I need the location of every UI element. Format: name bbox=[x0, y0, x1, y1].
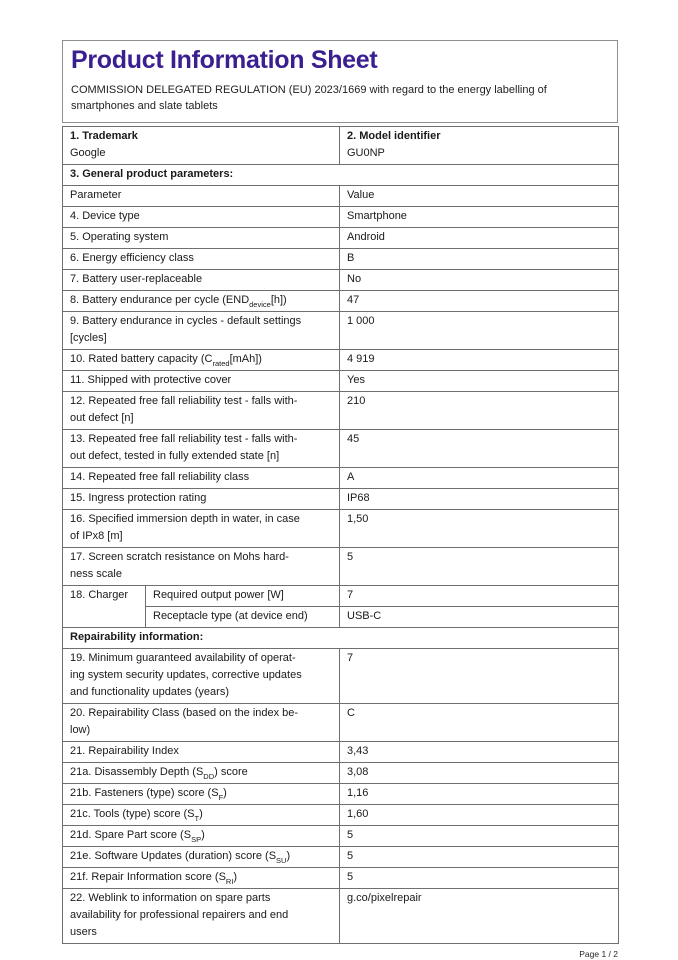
param-label-cell: 9. Battery endurance in cycles - default settings [cycles] bbox=[63, 312, 340, 350]
param-value-cell: No bbox=[340, 270, 619, 291]
section-header-cell: 3. General product parameters: bbox=[63, 165, 619, 186]
table-row bbox=[63, 186, 619, 207]
param-label-cell: 21a. Disassembly Depth $(S_{DD})$ score bbox=[63, 763, 340, 784]
param-value-cell: 47 bbox=[340, 291, 619, 312]
param-value-cell: 1,60 bbox=[340, 805, 619, 826]
param-label-cell: 10. Rated battery capacity $(C_{rated}[mAh])$ bbox=[63, 350, 340, 371]
param-label-cell: 6. Energy efficiency class bbox=[63, 249, 340, 270]
table-row bbox=[63, 826, 619, 847]
table-row bbox=[63, 371, 619, 392]
param-value-cell: A bbox=[340, 468, 619, 489]
param-value-cell: C bbox=[340, 704, 619, 742]
table-row bbox=[63, 649, 619, 704]
table-row bbox=[63, 784, 619, 805]
param-label-cell: 21d. Spare Part score $(S_{SP})$ bbox=[63, 826, 340, 847]
param-value-cell: 5 bbox=[340, 868, 619, 889]
param-value-cell: Android bbox=[340, 228, 619, 249]
param-value-cell: 7 bbox=[340, 586, 619, 607]
param-label-cell: 4. Device type bbox=[63, 207, 340, 228]
param-value-cell: 4 919 bbox=[340, 350, 619, 371]
table-row bbox=[63, 249, 619, 270]
param-label-cell: 21c. Tools (type) score $(S_T)$ bbox=[63, 805, 340, 826]
table-row bbox=[63, 847, 619, 868]
param-label-cell: Parameter bbox=[63, 186, 340, 207]
table-row bbox=[63, 430, 619, 468]
param-label-cell: 13. Repeated free fall reliability test - falls with- out defect, tested in fully extended state [n] bbox=[63, 430, 340, 468]
table-row bbox=[63, 763, 619, 784]
param-label-cell: 21f. Repair Information score $(S_{RI})$ bbox=[63, 868, 340, 889]
page-number: Page 1 / 2 bbox=[579, 949, 618, 959]
param-label-cell: 7. Battery user-replaceable bbox=[63, 270, 340, 291]
regulation-subtitle: COMMISSION DELEGATED REGULATION (EU) 2023/1669 with regard to the energy labelling of smartphones and slate tablets bbox=[71, 84, 547, 112]
param-value-cell: 7 bbox=[340, 649, 619, 704]
param-label-cell: 11. Shipped with protective cover bbox=[63, 371, 340, 392]
param-label-cell: 8. Battery endurance per cycle $(END_{device}[h])$ bbox=[63, 291, 340, 312]
header-cell-value: Google bbox=[70, 147, 106, 159]
table-row bbox=[63, 742, 619, 763]
page-title: Product Information Sheet bbox=[71, 46, 378, 74]
param-value-cell: Value bbox=[340, 186, 619, 207]
header-cell bbox=[340, 127, 619, 165]
table-row bbox=[63, 805, 619, 826]
param-value-cell: g.co/pixelrepair bbox=[340, 889, 619, 944]
charger-label-cell: 18. Charger bbox=[63, 586, 146, 628]
param-label-cell: 20. Repairability Class (based on the index be- low) bbox=[63, 704, 340, 742]
table-row bbox=[63, 127, 619, 165]
table-row bbox=[63, 270, 619, 291]
table-row bbox=[63, 628, 619, 649]
table-row bbox=[63, 468, 619, 489]
header-cell-value: GU0NP bbox=[347, 147, 385, 159]
param-value-cell: USB-C bbox=[340, 607, 619, 628]
table-row bbox=[63, 291, 619, 312]
title-box bbox=[62, 40, 618, 123]
param-value-cell: 5 bbox=[340, 826, 619, 847]
table-row bbox=[63, 548, 619, 586]
section-header-cell: Repairability information: bbox=[63, 628, 619, 649]
table-row bbox=[63, 889, 619, 944]
param-value-cell: IP68 bbox=[340, 489, 619, 510]
param-label-cell: Receptacle type (at device end) bbox=[146, 607, 340, 628]
table-row bbox=[63, 510, 619, 548]
product-information-sheet-page bbox=[62, 40, 618, 959]
table-row bbox=[63, 704, 619, 742]
table-row bbox=[63, 607, 619, 628]
header-cell bbox=[63, 127, 340, 165]
param-label-cell: 21e. Software Updates (duration) score $(S_{SU})$ bbox=[63, 847, 340, 868]
param-value-cell: 3,43 bbox=[340, 742, 619, 763]
param-value-cell: 45 bbox=[340, 430, 619, 468]
param-value-cell: Yes bbox=[340, 371, 619, 392]
table-row bbox=[63, 312, 619, 350]
param-value-cell: 1,16 bbox=[340, 784, 619, 805]
param-label-cell: 5. Operating system bbox=[63, 228, 340, 249]
product-parameters-table-body bbox=[63, 127, 619, 944]
param-value-cell: 5 bbox=[340, 847, 619, 868]
param-value-cell: 3,08 bbox=[340, 763, 619, 784]
table-row bbox=[63, 586, 619, 607]
header-cell-label: 1. Trademark bbox=[70, 130, 138, 142]
param-value-cell: 1 000 bbox=[340, 312, 619, 350]
param-value-cell: 1,50 bbox=[340, 510, 619, 548]
param-label-cell: Required output power [W] bbox=[146, 586, 340, 607]
param-label-cell: 21. Repairability Index bbox=[63, 742, 340, 763]
param-label-cell: 12. Repeated free fall reliability test - falls with- out defect [n] bbox=[63, 392, 340, 430]
table-row bbox=[63, 868, 619, 889]
table-row bbox=[63, 392, 619, 430]
param-label-cell: 19. Minimum guaranteed availability of operat- ing system security updates, corrective updates and functionality updates (years) bbox=[63, 649, 340, 704]
table-row bbox=[63, 207, 619, 228]
param-label-cell: 16. Specified immersion depth in water, in case of IPx8 [m] bbox=[63, 510, 340, 548]
param-value-cell: B bbox=[340, 249, 619, 270]
product-parameters-table bbox=[62, 126, 619, 944]
table-row bbox=[63, 350, 619, 371]
param-label-cell: 15. Ingress protection rating bbox=[63, 489, 340, 510]
param-value-cell: Smartphone bbox=[340, 207, 619, 228]
table-row bbox=[63, 228, 619, 249]
param-value-cell: 5 bbox=[340, 548, 619, 586]
param-label-cell: 14. Repeated free fall reliability class bbox=[63, 468, 340, 489]
param-label-cell: 21b. Fasteners (type) score $(S_F)$ bbox=[63, 784, 340, 805]
header-cell-label: 2. Model identifier bbox=[347, 130, 441, 142]
table-row bbox=[63, 165, 619, 186]
param-value-cell: 210 bbox=[340, 392, 619, 430]
param-label-cell: 17. Screen scratch resistance on Mohs hard- ness scale bbox=[63, 548, 340, 586]
table-row bbox=[63, 489, 619, 510]
param-label-cell: 22. Weblink to information on spare parts availability for professional repairers and end users bbox=[63, 889, 340, 944]
